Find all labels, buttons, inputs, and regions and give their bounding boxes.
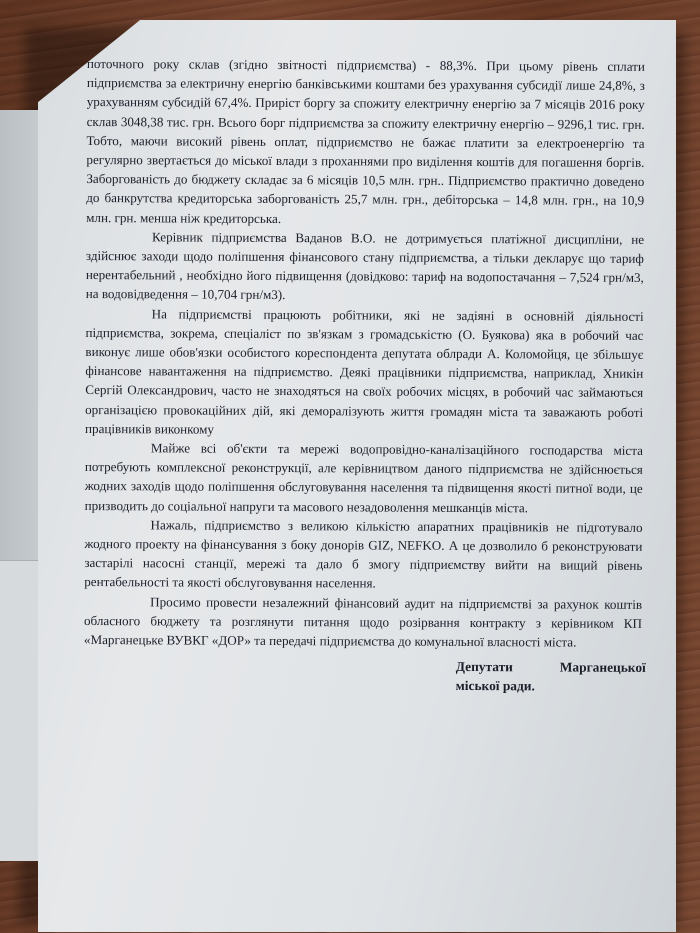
signature-line-1: Депутати Марганецької: [455, 659, 646, 676]
paragraph-1: поточного року склав (згідно звітності підприємства) - 88,3%. При цьому рівень сплати підприємства за електричну енергію банківськими коштами без урахування субсидії лише 24,8%, з урахуванням субсидій 67,4%. Приріст боргу за спожиту електричну енергію за 7 місяців 2016 року склав 3048,38 тис. грн. Всього борг підприємства за спожиту електричну енергію – 9296,1 тис. грн. Тобто, маючи високий рівень оплат, підприємство не бажає платити за електроенергію та регулярно звертається до міської влади з проханнями про виділення коштів для погашення боргів. Заборгованість до бюджету складає за 6 місяців 10,5 млн. грн.. Підприємство практично доведено до банкрутства кредиторська заборгованість 25,7 млн. грн., дебіторська – 14,8 млн. грн., на 10,9 млн. грн. менша ніж кредиторська.: [86, 55, 645, 226]
signature-line-2: міської ради.: [455, 678, 535, 694]
paragraph-2: Керівник підприємства Ваданов В.О. не дотримується платіжної дисципліни, не здійснює заходи щодо поліпшення фінансового стану підприємства, а тільки декларує що тариф нерентабельний , необхідно його підвищення (довідково: тариф на водопостачання – 7,524 грн/м3, на водовідведення – 10,704 грн/м3).: [85, 229, 645, 303]
paragraph-5: Нажаль, підприємство з великою кількістю апаратних працівників не підготувало жодного проекту на фінансування з боку донорів GIZ, NEFKO. А це дозволило б реконструювати застарілі насосні станції, мережі та дало б змогу підприємству вийти на вищий рівень рентабельності та якості обслуговування населення.: [84, 517, 643, 592]
signature-block: [456, 657, 646, 696]
paragraph-3: На підприємстві працюють робітники, які не задіяні в основній діяльності підприємства, зокрема, спеціаліст по зв'язкам з громадськістю (О. Буякова) яка в робочий час виконує лише обов'язки особистого кореспондента депутата облради А. Коломойця, це збільшує фінансове навантаження на підприємство. Деякі працівники підприємства, наприклад, Хникін Сергій Олександрович, часто не знаходяться на своїх робочих місцях, в робочий час займаються організацією провокаційних дій, які деморалізують життя громадян міста та заважають роботі працівників виконкому: [85, 305, 644, 437]
document-body: [84, 54, 645, 696]
paragraph-6: Просимо провести незалежний фінансовий аудит на підприємстві за рахунок коштів обласного бюджету та розглянути питання щодо розірвання контракту з керівником КП «Марганецьке ВУВКГ «ДОР» та передачі підприємства до комунальної власності міста.: [83, 594, 643, 650]
paragraph-4: Майже всі об'єкти та мережі водопровідно-каналізаційного господарства міста потребують комплексної реконструкції, але керівництвом даного підприємства не здійснюється жодних заходів щодо поліпшення обслуговування населення та підвищення якості питної води, це призводить до соціальної напруги та масового незадоволення мешканців міста.: [84, 440, 643, 515]
